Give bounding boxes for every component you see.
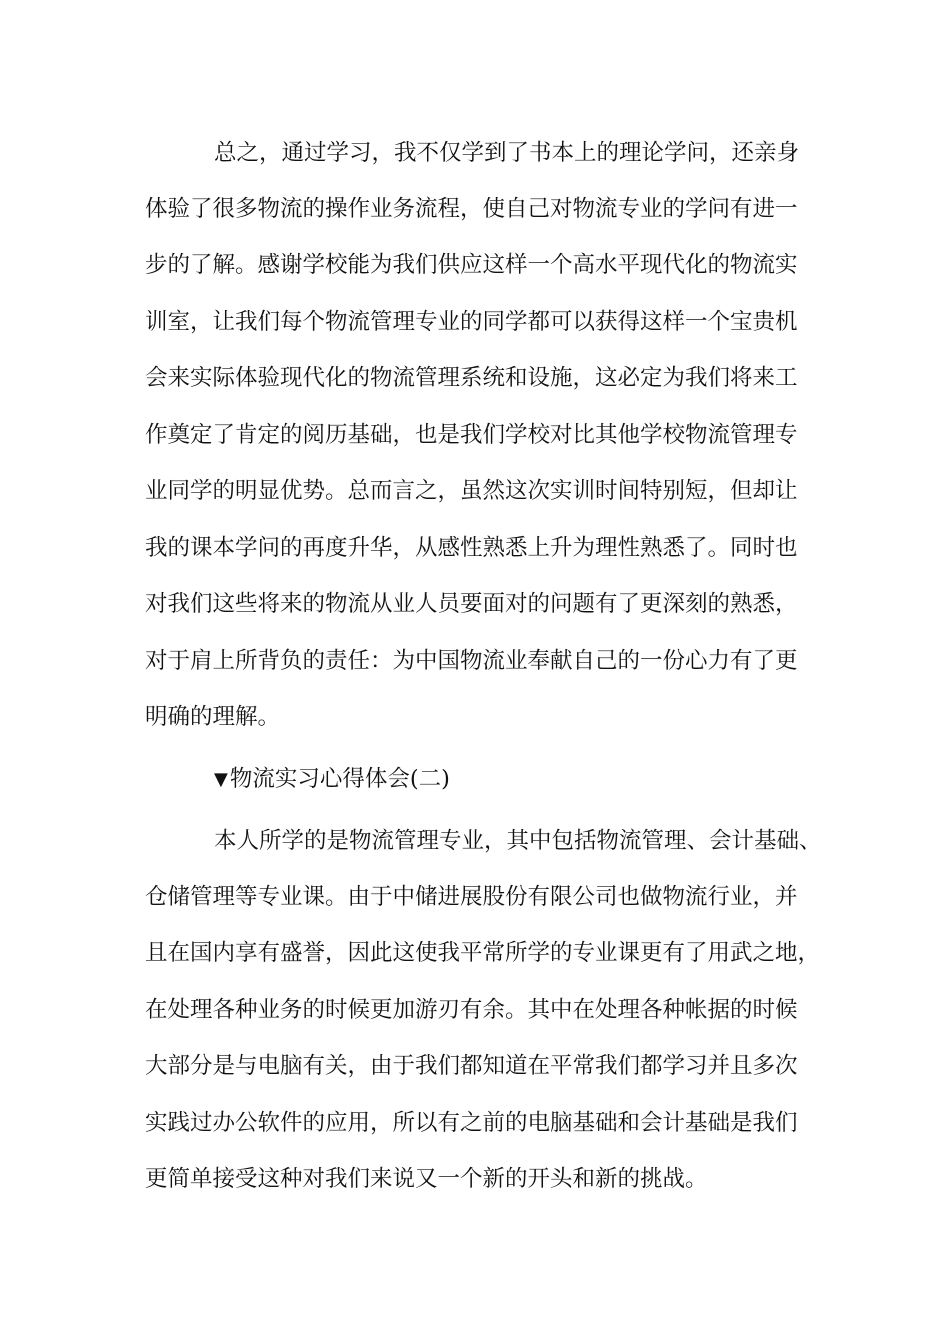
paragraph-1-line-7: 业同学的明显优势。总而言之，虽然这次实训时间特别短，但却让 <box>145 478 798 504</box>
paragraph-1-line-8: 我的课本学问的再度升华，从感性熟悉上升为理性熟悉了。同时也 <box>145 535 798 561</box>
paragraph-1-line-9: 对我们这些将来的物流从业人员要面对的问题有了更深刻的熟悉， <box>145 591 798 617</box>
paragraph-1-line-3: 步的了解。感谢学校能为我们供应这样一个高水平现代化的物流实 <box>145 252 798 278</box>
triangle-marker-icon: ▼ <box>214 769 228 790</box>
paragraph-2-line-4: 在处理各种业务的时候更加游刃有余。其中在处理各种帐据的时候 <box>145 997 798 1023</box>
paragraph-2-line-3: 且在国内享有盛誉，因此这使我平常所学的专业课更有了用武之地， <box>145 940 821 966</box>
paragraph-2-line-6: 实践过办公软件的应用，所以有之前的电脑基础和会计基础是我们 <box>145 1110 798 1136</box>
paragraph-1-line-10: 对于肩上所背负的责任：为中国物流业奉献自己的一份心力有了更 <box>145 648 798 674</box>
paragraph-1-line-11: 明确的理解。 <box>145 704 281 730</box>
paragraph-2-line-5: 大部分是与电脑有关，由于我们都知道在平常我们都学习并且多次 <box>145 1053 798 1079</box>
paragraph-1-line-5: 会来实际体验现代化的物流管理系统和设施，这必定为我们将来工 <box>145 365 798 391</box>
paragraph-2-line-1: 本人所学的是物流管理专业，其中包括物流管理、会计基础、 <box>214 828 822 854</box>
paragraph-1-line-4: 训室，让我们每个物流管理专业的同学都可以获得这样一个宝贵机 <box>145 309 798 335</box>
paragraph-2-line-7: 更简单接受这种对我们来说又一个新的开头和新的挑战。 <box>145 1166 708 1192</box>
paragraph-1-line-2: 体验了很多物流的操作业务流程，使自己对物流专业的学问有进一 <box>145 196 798 222</box>
paragraph-1-line-1: 总之，通过学习，我不仅学到了书本上的理论学问，还亲身 <box>214 140 800 166</box>
paragraph-1-line-6: 作奠定了肯定的阅历基础，也是我们学校对比其他学校物流管理专 <box>145 422 798 448</box>
section-heading-text: 物流实习心得体会(二) <box>229 766 450 792</box>
section-heading <box>214 764 894 795</box>
paragraph-2-line-2: 仓储管理等专业课。由于中储进展股份有限公司也做物流行业，并 <box>145 884 798 910</box>
